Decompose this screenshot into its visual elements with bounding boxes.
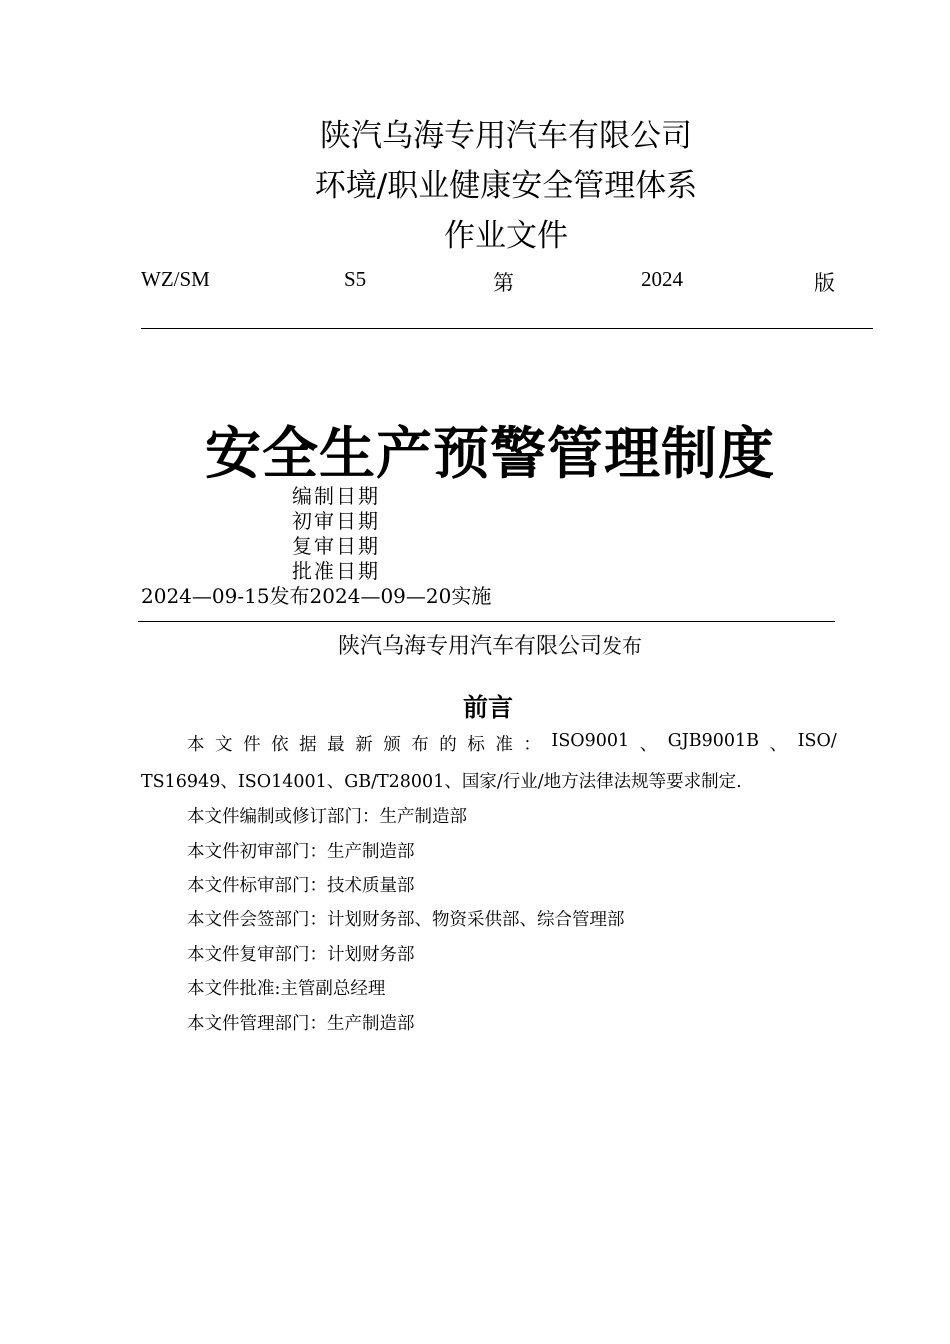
publish-implement-dates: 2024—09-15发布2024—09—20实施 xyxy=(141,584,492,608)
preface-title: 前言 xyxy=(462,693,513,722)
basis-token: GJB9001B xyxy=(667,731,760,751)
basis-token: 文 xyxy=(215,735,233,755)
main-title: 安全生产预警管理制度 xyxy=(205,422,775,487)
preface-item-compiling-dept: 本文件编制或修订部门：生产制造部 xyxy=(187,807,467,827)
approval-date-label: 批准日期 xyxy=(292,559,380,583)
publisher-line xyxy=(0,629,950,660)
compile-date-label: 编制日期 xyxy=(292,484,380,508)
basis-token: 新 xyxy=(355,735,373,755)
preface-item-countersign-dept: 本文件会签部门：计划财务部、物资采供部、综合管理部 xyxy=(187,910,625,930)
basis-token: 件 xyxy=(243,735,261,755)
company-header: 陕汽乌海专用汽车有限公司 xyxy=(320,118,692,154)
basis-token: ISO9001 xyxy=(551,731,630,751)
basis-token: 本 xyxy=(187,735,205,755)
doc-code-edition-word: 第 xyxy=(493,271,514,295)
preface-item-standard-review-dept: 本文件标审部门：技术质量部 xyxy=(187,876,415,896)
document-type: 作业文件 xyxy=(444,218,568,254)
basis-token: ISO/ xyxy=(797,731,837,751)
preface-basis-line2: TS16949、ISO14001、GB/T28001、国家/行业/地方法律法规等要求制定. xyxy=(141,772,742,792)
basis-token: 依 xyxy=(271,735,289,755)
doc-code-year: 2024 xyxy=(641,267,683,291)
preface-item-second-review-dept: 本文件复审部门：计划财务部 xyxy=(187,945,415,965)
basis-token: 最 xyxy=(327,735,345,755)
preface-item-approver: 本文件批准:主管副总经理 xyxy=(187,979,386,999)
publish-divider xyxy=(138,621,835,622)
basis-token: 标 xyxy=(467,735,485,755)
basis-token: 、 xyxy=(769,735,788,755)
publisher-company: 陕汽乌海专用汽车有限公司 xyxy=(337,634,602,659)
preface-item-managing-dept: 本文件管理部门：生产制造部 xyxy=(187,1014,415,1034)
second-review-date-label: 复审日期 xyxy=(292,534,380,558)
basis-token: 准 xyxy=(495,735,513,755)
basis-token: ： xyxy=(523,735,541,755)
preface-item-first-review-dept: 本文件初审部门：生产制造部 xyxy=(187,842,415,862)
basis-token: 的 xyxy=(439,735,457,755)
basis-token: 颁 xyxy=(383,735,401,755)
doc-code-prefix: WZ/SM xyxy=(141,267,210,291)
basis-token: 、 xyxy=(639,735,658,755)
basis-token: 布 xyxy=(411,735,429,755)
doc-code-version-word: 版 xyxy=(814,271,835,295)
header-divider xyxy=(141,328,873,329)
first-review-date-label: 初审日期 xyxy=(292,509,380,533)
preface-basis-line1 xyxy=(187,731,837,756)
doc-code-series: S5 xyxy=(344,267,367,291)
publisher-suffix: 发布 xyxy=(602,634,642,658)
basis-token: 据 xyxy=(299,735,317,755)
management-system-title: 环境/职业健康安全管理体系 xyxy=(314,168,698,204)
